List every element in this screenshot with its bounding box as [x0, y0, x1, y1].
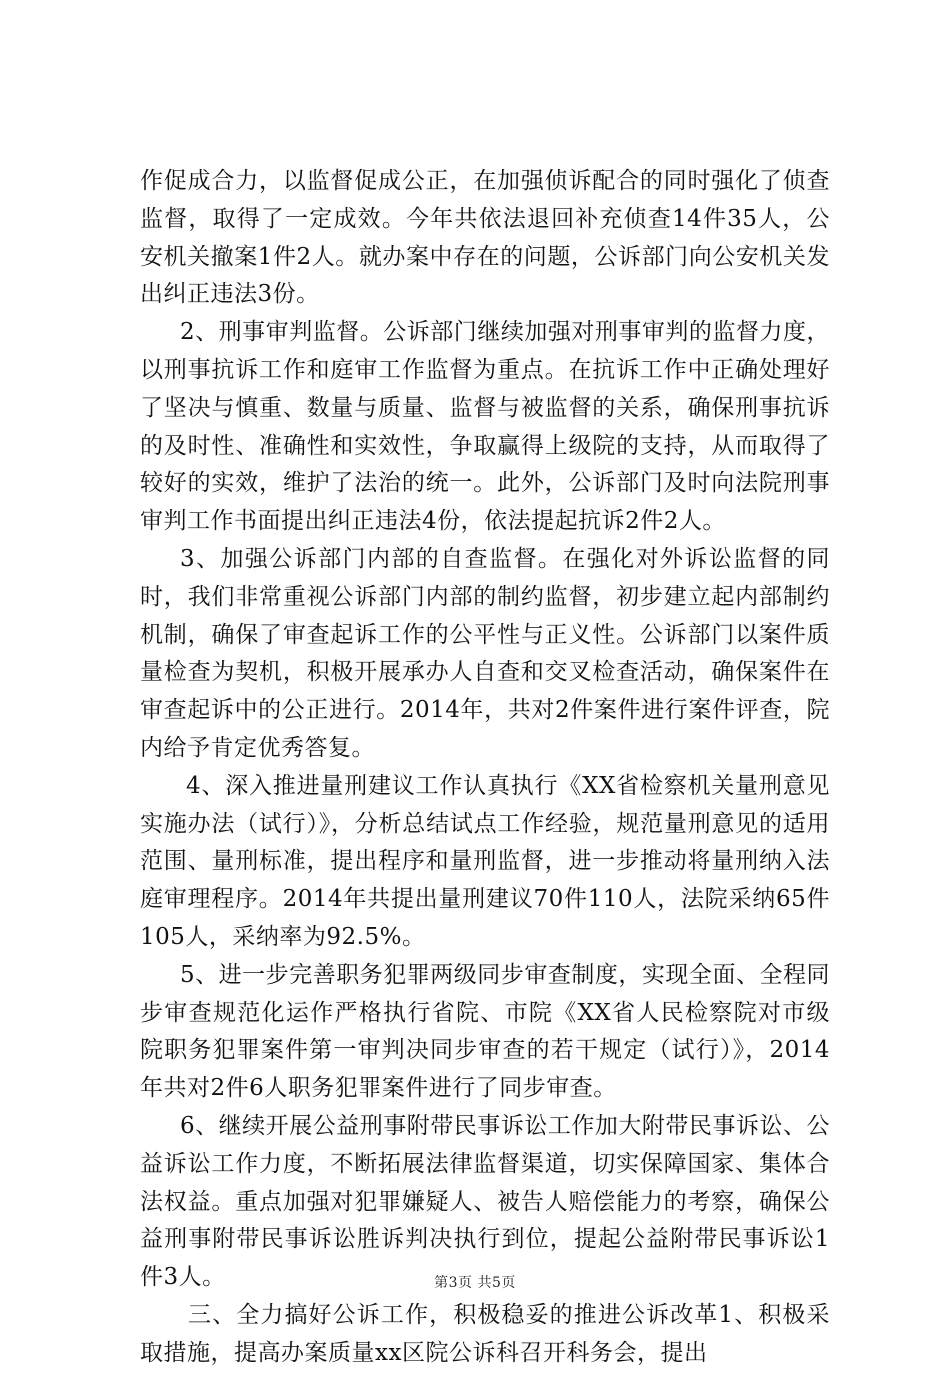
- paragraph-section-three: 三、全力搞好公诉工作，积极稳妥的推进公诉改革1、积极采取措施，提高办案质量xx区院公诉科召开科务会，提出: [140, 1301, 830, 1366]
- paragraph-public-interest-litigation: 6、继续开展公益刑事附带民事诉讼工作加大附带民事诉讼、公益诉讼工作力度，不断拓展法律监督渠道，切实保障国家、集体合法权益。重点加强对犯罪嫌疑人、被告人赔偿能力的考察，确保公益刑事附带民事诉讼胜诉判决执行到位，提起公益附带民事诉讼1件3人。: [140, 1112, 830, 1291]
- paragraph-synchronous-review: 5、进一步完善职务犯罪两级同步审查制度，实现全面、全程同步审查规范化运作严格执行省院、市院《XX省人民检察院对市级院职务犯罪案件第一审判决同步审查的若干规定（试行）》，2014年共对2件6人职务犯罪案件进行了同步审查。: [140, 961, 830, 1102]
- paragraph-continuation: 作促成合力，以监督促成公正，在加强侦诉配合的同时强化了侦查监督，取得了一定成效。今年共依法退回补充侦查14件35人，公安机关撤案1件2人。就办案中存在的问题，公诉部门向公安机关发出纠正违法3份。: [140, 168, 830, 308]
- paragraph-internal-self-inspection: 3、加强公诉部门内部的自查监督。在强化对外诉讼监督的同时，我们非常重视公诉部门内部的制约监督，初步建立起内部制约机制，确保了审查起诉工作的公平性与正义性。公诉部门以案件质量检查为契机，积极开展承办人自查和交叉检查活动，确保案件在审查起诉中的公正进行。2014年，共对2件案件进行案件评查，院内给予肯定优秀答复。: [140, 545, 830, 761]
- page-number-footer: 第3页 共5页: [434, 1275, 516, 1291]
- paragraph-sentencing-recommendation: 4、深入推进量刑建议工作认真执行《XX省检察机关量刑意见实施办法（试行）》，分析总结试点工作经验，规范量刑意见的适用范围、量刑标准，提出程序和量刑监督，进一步推动将量刑纳入法庭审理程序。2014年共提出量刑建议70件110人，法院采纳65件105人，采纳率为92.5%。: [140, 772, 830, 950]
- paragraph-criminal-trial-supervision: 2、刑事审判监督。公诉部门继续加强对刑事审判的监督力度，以刑事抗诉工作和庭审工作监督为重点。在抗诉工作中正确处理好了坚决与慎重、数量与质量、监督与被监督的关系，确保刑事抗诉的及时性、准确性和实效性，争取赢得上级院的支持，从而取得了较好的实效，维护了法治的统一。此外，公诉部门及时向法院刑事审判工作书面提出纠正违法4份，依法提起抗诉2件2人。: [140, 319, 830, 535]
- document-body: [140, 163, 830, 1373]
